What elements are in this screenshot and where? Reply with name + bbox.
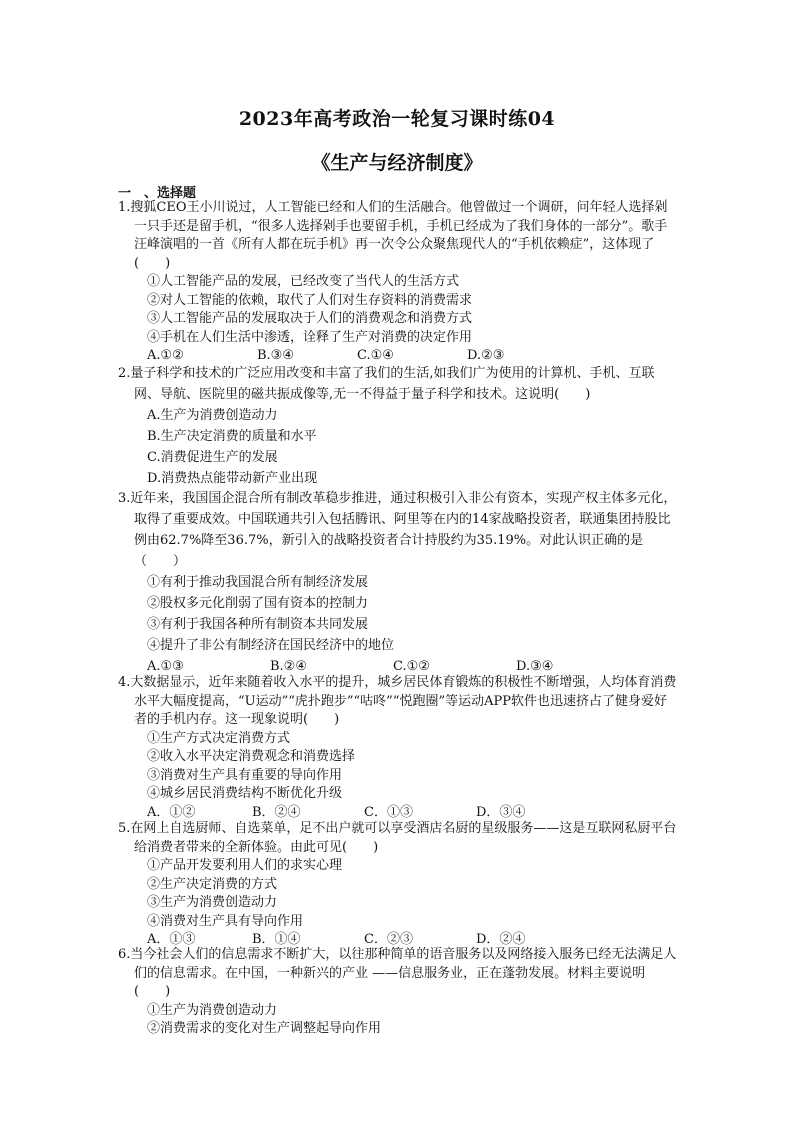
option: ①产品开发要利用人们的求实心理 [147,858,343,873]
option: ③生产为消费创造动力 [147,895,278,910]
question-stem: 4.大数据显示，近年来随着收入水平的提升，城乡居民体育锻炼的积极性不断增强，人均体育消费水平大幅度提高，“U运动”“虎扑跑步”“咕咚”“悦跑圈”等运动APP软件也迅速挤占了健身爱好者的手机内存。这一现象说明( ) [118,675,677,727]
question-stem: 1.搜狐CEO王小川说过，人工智能已经和人们的生活融合。他曾做过一个调研，问年轻人选择剁一只手还是留手机，“很多人选择剁手也要留手机，手机已经成为了我们身体的一部分”。歌手汪峰演唱的一首《所有人都在玩手机》再一次令公众聚焦现代人的“手机依赖症”，这体现了( ) [118,200,668,271]
question-4 [118,674,678,822]
option: ①生产为消费创造动力 [147,1002,278,1018]
choice-a: A.①③ [147,659,184,674]
option: ①人工智能产品的发展，已经改变了当代人的生活方式 [147,274,460,289]
option: ③消费对生产具有重要的导向作用 [147,767,343,783]
choice-b: B.③④ [257,348,294,363]
choice-c: C.①④ [357,348,394,363]
question-2 [118,363,678,489]
question-3 [118,488,678,677]
choice-d: D.③④ [516,659,554,674]
document-subtitle: 《生产与经济制度》 [311,152,483,174]
option: ③人工智能产品的发展取决于人们的消费观念和消费方式 [147,311,473,326]
option: ④手机在人们生活中渗透，诠释了生产对消费的决定作用 [147,329,473,345]
choice-b: B.②④ [270,659,307,674]
option: ③有利于我国各种所有制资本共同发展 [147,617,369,632]
choice-c: C.①② [393,659,430,674]
question-stem: 3.近年来，我国国企混合所有制改革稳步推进，通过积极引入非公有资本，实现产权主体多元化，取得了重要成效。中国联通共引入包括腾讯、阿里等在内的14家战略投资者，联通集团持股比例由62.7%降至36.7%，新引入的战略投资者合计持股约为35.19%。对此认识正确的是（ ） [118,491,677,569]
option: ①有利于推动我国混合所有制经济发展 [147,575,369,590]
question-1 [118,199,678,366]
choice-d: D．②④ [476,932,526,947]
choice-c: C．①③ [364,804,413,820]
option: ②收入水平决定消费观念和消费选择 [147,749,356,764]
option: ④提升了非公有制经济在国民经济中的地位 [147,638,395,653]
option: D.消费热点能带动新产业出现 [147,471,318,486]
choice-c: C．②③ [364,932,413,947]
option: C.消费促进生产的发展 [147,450,278,465]
choice-d: D．③④ [476,804,526,820]
option: ①生产方式决定消费方式 [147,730,291,746]
question-5 [118,820,678,950]
choice-a: A．①③ [147,932,196,947]
question-stem: 6.当今社会人们的信息需求不断扩大，以往那种简单的语音服务以及网络接入服务已经无法满足人们的信息需求。在中国，一种新兴的产业 ——信息服务业，正在蓬勃发展。材料主要说明( ) [118,947,677,999]
option: B.生产决定消费的质量和水平 [147,429,317,444]
section-heading: 一 、选择题 [118,186,197,201]
choice-b: B．①④ [252,932,301,947]
option: ②生产决定消费的方式 [147,876,278,892]
choice-d: D.②③ [467,348,505,363]
question-stem: 2.量子科学和技术的广泛应用改变和丰富了我们的生活,如我们广为使用的计算机、手机、互联网、导航、医院里的磁共振成像等,无一不得益于量子科学和技术。这说明( ) [118,366,655,402]
option: ②消费需求的变化对生产调整起导向作用 [147,1021,382,1036]
question-6 [118,946,678,1039]
choice-b: B．②④ [252,804,301,820]
option: A.生产为消费创造动力 [147,408,278,423]
question-stem: 5.在网上自选厨师、自选菜单，足不出户就可以享受酒店名厨的星级服务——这是互联网私厨平台给消费者带来的全新体验。由此可见( ) [118,821,677,855]
option: ②股权多元化削弱了国有资本的控制力 [147,596,369,611]
option: ②对人工智能的依赖，取代了人们对生存资料的消费需求 [147,292,473,308]
choice-a: A．①② [147,804,196,820]
choice-a: A.①② [147,348,184,363]
option: ④消费对生产具有导向作用 [147,913,304,929]
option: ④城乡居民消费结构不断优化升级 [147,786,343,801]
document-title: 2023年高考政治一轮复习课时练04 [238,108,556,130]
